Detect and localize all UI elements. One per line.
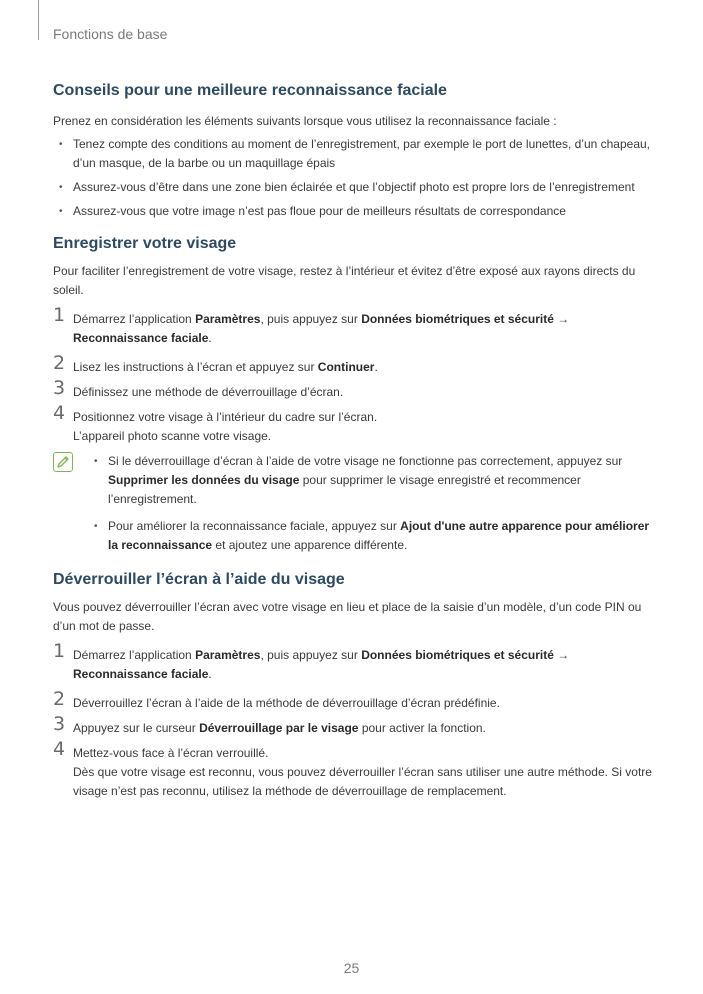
- step-text: Lisez les instructions à l’écran et appuyez sur: [73, 360, 318, 374]
- menu-term: Paramètres: [195, 312, 261, 326]
- step-number: 3: [53, 713, 66, 735]
- note-text: Pour améliorer la reconnaissance faciale, appuyez sur: [108, 519, 401, 533]
- note-text: pour supprimer le visage enregistré et recommencer l’enregistrement.: [108, 473, 581, 506]
- list-item: [88, 517, 653, 555]
- step-number: 1: [53, 304, 66, 326]
- step-text: L’appareil photo scanne votre visage.: [73, 429, 272, 443]
- section-intro-unlock: Vous pouvez déverrouiller l’écran avec votre visage en lieu et place de la saisie d’un modèle, d’un code PIN ou d’un mot de passe.: [53, 600, 642, 633]
- step-text: , puis appuyez sur: [260, 312, 362, 326]
- step-number: 3: [53, 377, 66, 399]
- list-item: • Assurez-vous que votre image n’est pas floue pour de meilleurs résultats de correspondance: [53, 202, 653, 221]
- step-number: 1: [53, 640, 66, 662]
- step-text: →: [553, 648, 570, 662]
- step-item: [53, 738, 653, 801]
- note-text: Si le déverrouillage d’écran à l’aide de votre visage ne fonctionne pas correctement, appuyez sur: [108, 454, 623, 468]
- menu-term: Données biométriques et sécurité: [361, 312, 554, 326]
- step-text: Définissez une méthode de déverrouillage d’écran.: [73, 385, 344, 399]
- menu-term: Reconnaissance faciale: [73, 667, 209, 681]
- note-list: [88, 452, 653, 555]
- step-number: 2: [53, 688, 66, 710]
- step-text: pour activer la fonction.: [358, 721, 486, 735]
- list-item: • Assurez-vous d’être dans une zone bien éclairée et que l’objectif photo est propre lors de l’enregistrement: [53, 178, 653, 197]
- section-intro-tips: Prenez en considération les éléments suivants lorsque vous utilisez la reconnaissance faciale :: [53, 114, 557, 128]
- list-item: • Tenez compte des conditions au moment de l’enregistrement, par exemple le port de lunettes, d’un chapeau, d’un masque, de la barbe ou un maquillage épais: [53, 135, 653, 173]
- running-header: Fonctions de base: [53, 26, 168, 42]
- menu-term: Continuer: [317, 360, 375, 374]
- list-item: [88, 452, 653, 509]
- section-heading-unlock: Déverrouiller l’écran à l’aide du visage: [53, 571, 345, 588]
- step-number: 4: [53, 402, 66, 424]
- step-item: [53, 713, 653, 738]
- tips-list: [53, 135, 653, 221]
- step-item: [53, 640, 653, 684]
- page-number: 25: [343, 960, 360, 976]
- step-text: .: [208, 331, 212, 345]
- step-item: [53, 402, 653, 446]
- step-text: .: [208, 667, 212, 681]
- menu-term: Supprimer les données du visage: [108, 473, 300, 487]
- step-text: Appuyez sur le curseur: [73, 721, 200, 735]
- step-item: [53, 377, 653, 402]
- menu-term: Reconnaissance faciale: [73, 331, 209, 345]
- step-text: , puis appuyez sur: [260, 648, 362, 662]
- step-text: .: [374, 360, 378, 374]
- section-heading-register: Enregistrer votre visage: [53, 235, 237, 252]
- step-text: →: [553, 312, 570, 326]
- step-text: Mettez-vous face à l’écran verrouillé.: [73, 746, 269, 760]
- menu-term: Paramètres: [195, 648, 261, 662]
- page-content: [53, 82, 653, 807]
- step-item: [53, 688, 653, 713]
- header-divider: [38, 0, 39, 40]
- section-heading-tips: Conseils pour une meilleure reconnaissance faciale: [53, 82, 447, 99]
- note-text: et ajoutez une apparence différente.: [212, 538, 408, 552]
- section-intro-register: Pour faciliter l’enregistrement de votre visage, restez à l’intérieur et évitez d’être exposé aux rayons directs du soleil.: [53, 264, 636, 297]
- step-number: 2: [53, 352, 66, 374]
- step-text: Dès que votre visage est reconnu, vous pouvez déverrouiller l’écran sans utiliser une autre méthode. Si votre visage n’est pas reconnu, utilisez la méthode de déverrouillage de remplacement.: [73, 765, 652, 798]
- step-text: Démarrez l’application: [73, 648, 196, 662]
- note-box: [53, 452, 653, 555]
- register-steps: [53, 304, 653, 446]
- step-text: Positionnez votre visage à l’intérieur du cadre sur l’écran.: [73, 410, 378, 424]
- menu-term: Ajout d'une autre apparence pour améliorer la reconnaissance: [108, 519, 650, 552]
- menu-term: Déverrouillage par le visage: [199, 721, 359, 735]
- step-item: [53, 304, 653, 348]
- step-item: [53, 352, 653, 377]
- step-number: 4: [53, 738, 66, 760]
- step-text: Déverrouillez l’écran à l’aide de la méthode de déverrouillage d’écran prédéfinie.: [73, 696, 500, 710]
- menu-term: Données biométriques et sécurité: [361, 648, 554, 662]
- note-pencil-icon: [53, 452, 73, 472]
- unlock-steps: [53, 640, 653, 801]
- step-text: Démarrez l’application: [73, 312, 196, 326]
